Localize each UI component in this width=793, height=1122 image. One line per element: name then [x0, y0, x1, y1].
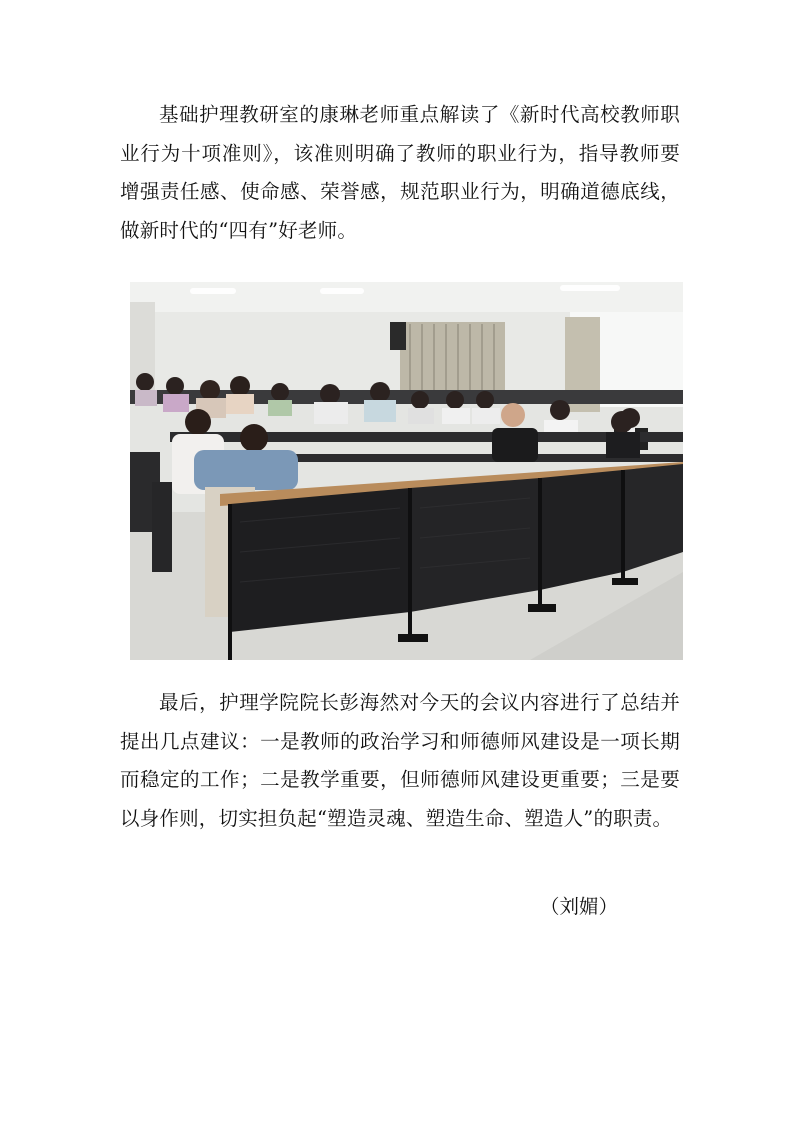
paragraph-1: 基础护理教研室的康琳老师重点解读了《新时代高校教师职业行为十项准则》，该准则明确了教师的职业行为，指导教师要增强责任感、使命感、荣誉感，规范职业行为，明确道德底线，做新时代的“四有”好老师。 — [120, 103, 680, 242]
author-signature: （刘媚） — [540, 895, 619, 918]
meeting-photo — [130, 282, 683, 660]
paragraph-2: 最后，护理学院院长彭海然对今天的会议内容进行了总结并提出几点建议：一是教师的政治学习和师德师风建设是一项长期而稳定的工作；二是教学重要，但师德师风建设更重要；三是要以身作则，切实担负起“塑造灵魂、塑造生命、塑造人”的职责。 — [120, 691, 680, 830]
